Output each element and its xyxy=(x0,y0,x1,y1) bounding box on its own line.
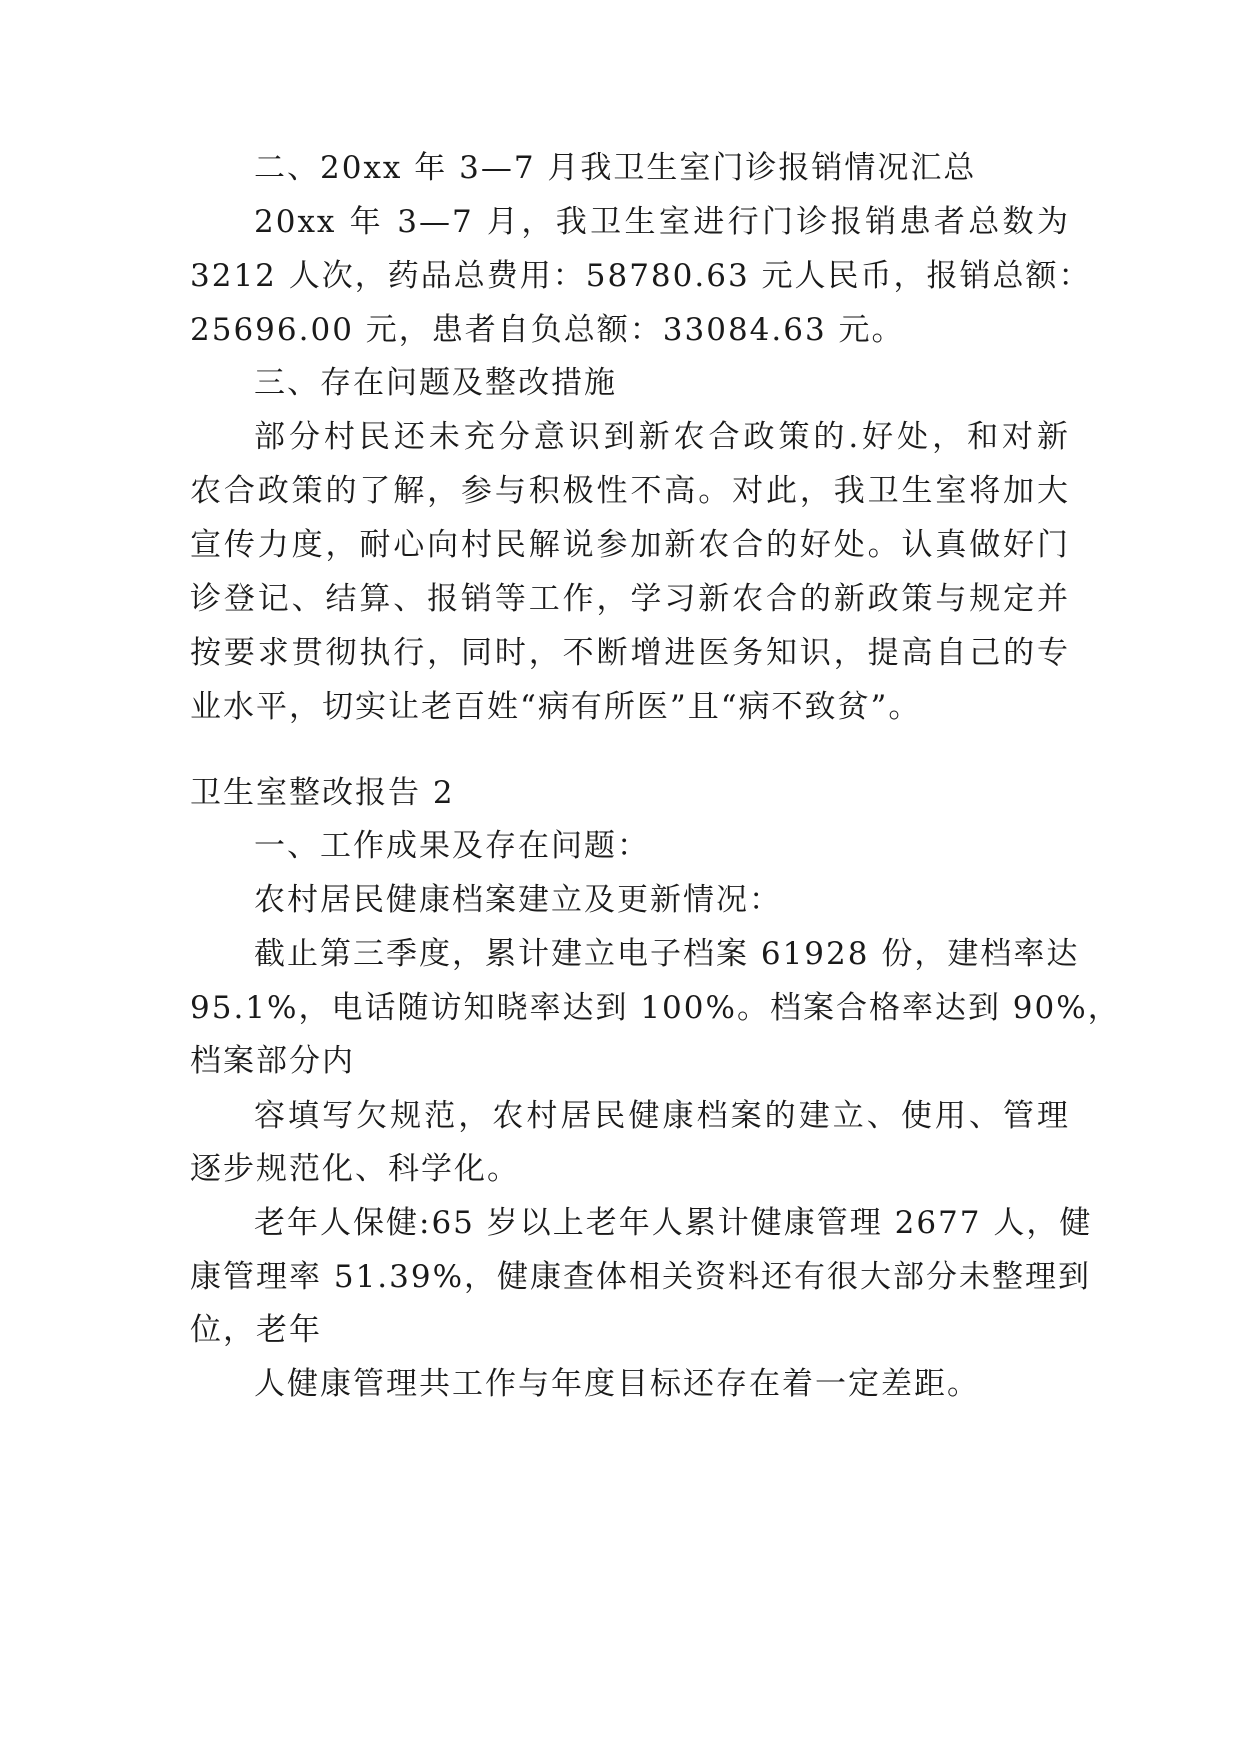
paragraph-line: 农合政策的了解，参与积极性不高。对此，我卫生室将加大 xyxy=(190,473,1070,509)
section-heading: 三、存在问题及整改措施 xyxy=(254,365,617,401)
paragraph-line: 25696.00 元，患者自负总额：33084.63 元。 xyxy=(190,312,905,348)
paragraph-line: 老年人保健:65 岁以上老年人累计健康管理 2677 人，健 xyxy=(254,1205,1093,1241)
paragraph-line: 人健康管理共工作与年度目标还存在着一定差距。 xyxy=(254,1366,980,1402)
paragraph-line: 按要求贯彻执行，同时，不断增进医务知识，提高自己的专 xyxy=(190,635,1070,671)
paragraph-line: 逐步规范化、科学化。 xyxy=(190,1151,520,1187)
paragraph-line: 康管理率 51.39%，健康查体相关资料还有很大部分未整理到 xyxy=(190,1259,1092,1295)
paragraph-line: 截止第三季度，累计建立电子档案 61928 份，建档率达 xyxy=(254,936,1080,972)
paragraph-line: 业水平，切实让老百姓“病有所医”且“病不致贫”。 xyxy=(190,689,922,725)
paragraph-line: 位，老年 xyxy=(190,1312,322,1348)
paragraph-line: 20xx 年 3—7 月，我卫生室进行门诊报销患者总数为 xyxy=(254,204,1070,240)
section-heading: 二、20xx 年 3—7 月我卫生室门诊报销情况汇总 xyxy=(254,150,977,186)
paragraph-line: 3212 人次，药品总费用：58780.63 元人民币，报销总额： xyxy=(190,258,1092,294)
paragraph-line: 诊登记、结算、报销等工作，学习新农合的新政策与规定并 xyxy=(190,581,1070,617)
paragraph-line: 容填写欠规范，农村居民健康档案的建立、使用、管理 xyxy=(254,1098,1070,1134)
paragraph-line: 档案部分内 xyxy=(190,1043,355,1079)
paragraph-line: 95.1%，电话随访知晓率达到 100%。档案合格率达到 90%， xyxy=(190,990,1121,1026)
section-heading: 一、工作成果及存在问题： xyxy=(254,828,650,864)
paragraph-line: 宣传力度，耐心向村民解说参加新农合的好处。认真做好门 xyxy=(190,527,1070,563)
report-title: 卫生室整改报告 2 xyxy=(190,775,455,811)
paragraph-line: 部分村民还未充分意识到新农合政策的.好处，和对新 xyxy=(254,419,1070,455)
sub-heading: 农村居民健康档案建立及更新情况： xyxy=(254,882,782,918)
